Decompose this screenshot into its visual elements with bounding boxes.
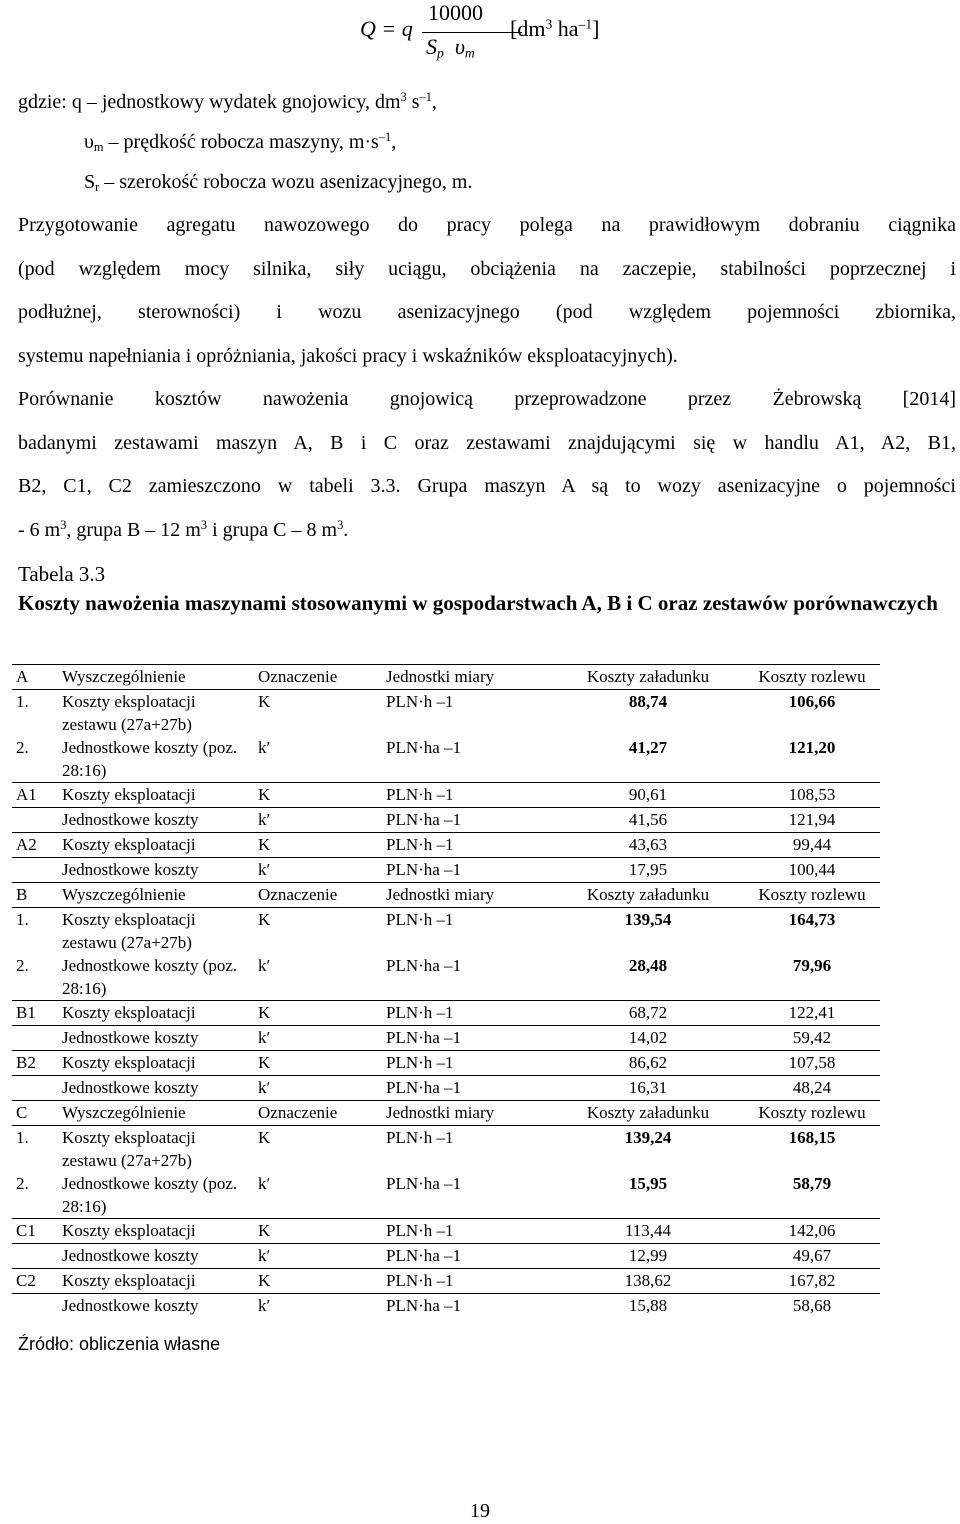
table-row: [12, 665, 880, 690]
table-cell: Koszty załadunku: [552, 883, 740, 908]
table-cell: Jednostki miary: [382, 883, 552, 908]
table-cell: Koszty eksploatacji zestawu (27a+27b): [58, 908, 254, 955]
table-cell: k′: [254, 1026, 382, 1051]
table-row: [12, 1051, 880, 1076]
table-cell: 1.: [12, 908, 58, 955]
table-cell: 16,31: [552, 1076, 740, 1101]
table-cell: 15,88: [552, 1294, 740, 1319]
table-cell: [12, 858, 58, 883]
table-row: [12, 833, 880, 858]
table-cell: 48,24: [740, 1076, 880, 1101]
table-cell: C1: [12, 1219, 58, 1244]
table-cell: Koszty rozlewu: [740, 1101, 880, 1126]
table-cell: K: [254, 1051, 382, 1076]
table-cell: 2.: [16, 1174, 29, 1193]
table-cell: K: [254, 1126, 382, 1173]
table-cell: Jednostkowe koszty: [58, 1294, 254, 1319]
table-row: [12, 908, 880, 955]
table-row: [12, 1126, 880, 1173]
table-cell: 167,82: [740, 1269, 880, 1294]
table-cell: k′: [258, 956, 271, 975]
table-cell: PLN·ha –1: [386, 956, 462, 975]
table-cell: 108,53: [740, 783, 880, 808]
table-source: Źródło: obliczenia własne: [18, 1334, 221, 1354]
page-number: 19: [470, 1500, 490, 1522]
table-cell: Jednostki miary: [382, 1101, 552, 1126]
table-cell: [12, 1294, 58, 1319]
table-cell: Jednostkowe koszty: [58, 858, 254, 883]
table-caption: Koszty nawożenia maszynami stosowanymi w gospodarstwach A, B i C oraz zestawów porównawczych: [18, 591, 938, 615]
table-cell: 14,02: [552, 1026, 740, 1051]
table-row: [12, 954, 880, 1001]
paragraph-agregat: Przygotowanie agregatu nawozowego do pracy polega na prawidłowym dobraniu ciągnika (pod względem mocy silnika, siły uciągu, obciążenia na zaczepie, stabilności poprzecznej i podłużnej, sterowności) i wozu asenizacyjnego (pod względem pojemności zbiornika, systemu napełniania i opróżniania, jakości pracy i wskaźników eksploatacyjnych).: [18, 214, 956, 367]
table-cell: B1: [12, 1001, 58, 1026]
table-cell: PLN·ha –1: [382, 1294, 552, 1319]
table-cell: B: [12, 883, 58, 908]
table-row: [12, 1001, 880, 1026]
table-cell: [12, 1026, 58, 1051]
table-cell: 1.: [12, 1126, 58, 1173]
table-cell: Wyszczególnienie: [58, 1101, 254, 1126]
table-cell: k′: [254, 1244, 382, 1269]
table-row: [12, 690, 880, 737]
table-cell: 90,61: [552, 783, 740, 808]
table-cell: k′: [254, 858, 382, 883]
table-cell: Jednostkowe koszty: [58, 1076, 254, 1101]
table-cell: PLN·h –1: [382, 1269, 552, 1294]
table-cell: 41,27: [628, 738, 668, 757]
table-cell: Jednostkowe koszty: [58, 1026, 254, 1051]
table-cell: 164,73: [740, 908, 880, 955]
table-cell: 28,48: [628, 956, 668, 975]
table-cell: PLN·h –1: [382, 690, 552, 737]
table-cell: Koszty eksploatacji zestawu (27a+27b): [58, 690, 254, 737]
table-cell: Koszty eksploatacji: [58, 833, 254, 858]
table-cell: PLN·ha –1: [382, 1244, 552, 1269]
table-cell: 49,67: [740, 1244, 880, 1269]
table-cell: A2: [12, 833, 58, 858]
table-cell: 1.: [12, 690, 58, 737]
table-cell: 88,74: [552, 690, 740, 737]
table-cell: C2: [12, 1269, 58, 1294]
table-cell: Koszty załadunku: [552, 1101, 740, 1126]
table-cell: [12, 1076, 58, 1101]
table-cell: Koszty załadunku: [552, 665, 740, 690]
table-row: [12, 808, 880, 833]
table-cell: [12, 1244, 58, 1269]
definition-sr: $S_r$ – szerokość robocza wozu asenizacyjnego, m.: [84, 171, 473, 195]
formula-unit: [$dm^3$ $ha^{-1}$]: [510, 16, 600, 41]
formula-numerator: 10000: [428, 0, 483, 25]
table-cell: Wyszczególnienie: [58, 665, 254, 690]
table-cell: 139,24: [552, 1126, 740, 1173]
table-title: Tabela 3.3: [18, 562, 106, 586]
table-cell: 121,20: [788, 738, 836, 757]
formula-definitions: [18, 86, 948, 206]
table-cell: Oznaczenie: [254, 883, 382, 908]
table-cell: 100,44: [740, 858, 880, 883]
table-cell: 41,56: [552, 808, 740, 833]
table-cell: Koszty eksploatacji: [58, 1269, 254, 1294]
table-cell: k′: [258, 738, 271, 757]
table-cell: 17,95: [552, 858, 740, 883]
table-cell: K: [254, 1269, 382, 1294]
costs-table: [12, 664, 880, 1318]
table-cell: Koszty eksploatacji zestawu (27a+27b): [58, 1126, 254, 1173]
table-row: [12, 1076, 880, 1101]
table-cell: Jednostki miary: [382, 665, 552, 690]
table-row: [12, 1172, 880, 1219]
table-row: [12, 736, 880, 783]
definition-q: gdzie: q – jednostkowy wydatek gnojowicy, $dm^3$ $s^{-1}$,: [18, 90, 437, 113]
table-cell: [12, 808, 58, 833]
table-cell: Koszty rozlewu: [740, 665, 880, 690]
paragraph-porownanie: Porównanie kosztów nawożenia gnojowicą przeprowadzone przez Żebrowską [2014] badanymi zestawami maszyn A, B i C oraz zestawami znajdującymi się w handlu A1, A2, B1, B2, C1, C2 zamieszczono w tabeli 3.3. Grupa maszyn A są to wozy asenizacyjne o pojemności - 6 $m^3$, grupa B – 12 $m^3$ i grupa C – 8 $m^3$.: [18, 378, 956, 552]
table-cell: PLN·h –1: [382, 783, 552, 808]
table-cell: 139,54: [552, 908, 740, 955]
table-cell: 2.: [16, 738, 29, 757]
table-cell: Jednostkowe koszty: [58, 808, 254, 833]
formula-denominator: $S_p$ $\upsilon_m$: [426, 34, 475, 61]
table-cell: 58,79: [792, 1174, 832, 1193]
table-cell: 107,58: [740, 1051, 880, 1076]
table-cell: PLN·ha –1: [386, 1174, 462, 1193]
table-row: [12, 1244, 880, 1269]
table-cell: Oznaczenie: [254, 1101, 382, 1126]
formula-lhs: Q = q: [360, 16, 413, 41]
table-cell: PLN·ha –1: [382, 808, 552, 833]
table-cell: 59,42: [740, 1026, 880, 1051]
table-cell: 122,41: [740, 1001, 880, 1026]
table-row: [12, 1269, 880, 1294]
table-cell: PLN·ha –1: [386, 738, 462, 757]
table-cell: Koszty eksploatacji: [58, 783, 254, 808]
table-cell: PLN·h –1: [382, 1001, 552, 1026]
table-cell: PLN·h –1: [382, 1126, 552, 1173]
table-cell: K: [254, 1001, 382, 1026]
table-cell: PLN·h –1: [382, 1219, 552, 1244]
table-cell: PLN·ha –1: [382, 1076, 552, 1101]
table-cell: C: [12, 1101, 58, 1126]
table-row: [12, 858, 880, 883]
table-cell: 12,99: [552, 1244, 740, 1269]
paragraph-last-line: - 6 $m^3$, grupa B – 12 $m^3$ i grupa C – 8 $m^3$.: [18, 517, 349, 541]
table-cell: k′: [254, 1294, 382, 1319]
table-cell: PLN·h –1: [382, 833, 552, 858]
table-row: [12, 783, 880, 808]
table-cell: 138,62: [552, 1269, 740, 1294]
table-cell: 58,68: [740, 1294, 880, 1319]
table-cell: 113,44: [552, 1219, 740, 1244]
table-row: [12, 1026, 880, 1051]
table-cell: 106,66: [740, 690, 880, 737]
table-cell: k′: [254, 1076, 382, 1101]
table-cell: K: [254, 690, 382, 737]
table-cell: k′: [258, 1174, 271, 1193]
table-cell: Jednostkowe koszty: [58, 1244, 254, 1269]
table-cell: 79,96: [792, 956, 832, 975]
table-cell: 43,63: [552, 833, 740, 858]
table-cell: Jednostkowe koszty (poz. 28:16): [62, 738, 238, 780]
table-cell: Jednostkowe koszty (poz. 28:16): [62, 956, 238, 998]
table-cell: Koszty eksploatacji: [58, 1001, 254, 1026]
table-cell: K: [254, 783, 382, 808]
table-cell: K: [254, 908, 382, 955]
table-cell: 99,44: [740, 833, 880, 858]
table-cell: PLN·h –1: [382, 1051, 552, 1076]
table-cell: Jednostkowe koszty (poz. 28:16): [62, 1174, 238, 1216]
table-row: [12, 1101, 880, 1126]
table-cell: PLN·ha –1: [382, 1026, 552, 1051]
table-cell: A: [12, 665, 58, 690]
table-row: [12, 1294, 880, 1319]
table-cell: 168,15: [740, 1126, 880, 1173]
definition-um: $\upsilon_m$ – prędkość robocza maszyny, $m\cdot s^{-1}$,: [84, 130, 397, 155]
table-cell: Koszty rozlewu: [740, 883, 880, 908]
table-cell: Koszty eksploatacji: [58, 1051, 254, 1076]
table-cell: Wyszczególnienie: [58, 883, 254, 908]
table-cell: PLN·h –1: [382, 908, 552, 955]
table-cell: 121,94: [740, 808, 880, 833]
table-cell: Koszty eksploatacji: [58, 1219, 254, 1244]
table-cell: K: [254, 1219, 382, 1244]
table-cell: K: [254, 833, 382, 858]
table-cell: 86,62: [552, 1051, 740, 1076]
table-cell: 68,72: [552, 1001, 740, 1026]
table-row: [12, 883, 880, 908]
table-cell: 2.: [16, 956, 29, 975]
table-cell: A1: [12, 783, 58, 808]
table-row: [12, 1219, 880, 1244]
fraction-line: [422, 32, 522, 33]
table-cell: k′: [254, 808, 382, 833]
table-cell: Oznaczenie: [254, 665, 382, 690]
cost-formula: [360, 0, 660, 72]
table-cell: 15,95: [628, 1174, 668, 1193]
table-cell: B2: [12, 1051, 58, 1076]
table-cell: PLN·ha –1: [382, 858, 552, 883]
table-cell: 142,06: [740, 1219, 880, 1244]
